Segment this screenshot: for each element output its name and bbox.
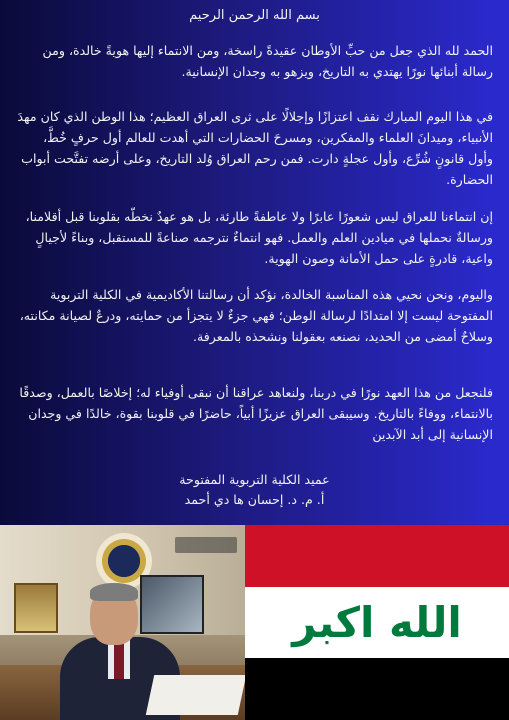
person-hair <box>90 583 138 601</box>
paragraph-3: إن انتماءنا للعراق ليس شعورًا عابرًا ولا عاطفةً طارئة، بل هو عهدٌ نخطّه بقلوبنا قبل أقلامنا، ورسالةٌ نحملها في ميادين العلم والعمل. فهو انتماءٌ نترجمه صناعةً للمستقبل، وبناءً لأجيالٍ واعية، قادرةٍ على حمل الأمانة وصون الهوية. <box>25 209 493 266</box>
wall-frame <box>14 583 58 633</box>
college-logo-text <box>175 537 237 553</box>
basmala: بسم الله الرحمن الرحيم <box>189 8 320 23</box>
papers <box>146 675 245 715</box>
bottom-images <box>0 525 509 720</box>
tie <box>114 643 124 679</box>
monitor <box>140 575 204 634</box>
paragraph-1: الحمد لله الذي جعل من حبِّ الأوطان عقيدةً راسخة، ومن الانتماء إليها هويةً خالدة، ومن رسالة أبنائها نورًا يهتدي به التاريخ، ويزهو به وجدان الإنسانية. <box>42 43 493 79</box>
flag-inscription: الله اكبر <box>292 598 462 647</box>
signature-title: عميد الكلية التربوية المفتوحة <box>179 472 330 487</box>
paragraph-2: في هذا اليوم المبارك نقف اعتزازًا وإجلالًا على ثرى العراق العظيم؛ هذا الوطن الذي كان مهدَ الأنبياء، وميدانَ العلماء والمفكرين، ومسرحَ الحضارات التي أهدت للعالم أول حرفٍ خُطَّ، وأول قانونٍ شُرِّع، وأول عجلةٍ دارت. فمن رحم العراق وُلد التاريخ، وعلى أرضه تفتَّحت أبواب الحضارة. <box>17 109 493 187</box>
paragraph-4: واليوم، ونحن نحيي هذه المناسبة الخالدة، نؤكد أن رسالتنا الأكاديمية في الكلية التربوية المفتوحة ليست إلا امتدادًا لرسالة الوطن؛ فهي جزءٌ لا يتجزأ من حمايته، ودرعٌ لصيانة مكانته، وسلاحٌ أمضى من الحديد، نصنعه بعقولنا ونشحذه بالمعرفة. <box>19 287 493 344</box>
dean-photo <box>0 525 245 720</box>
signature-name: أ. م. د. إحسان ها دي أحمد <box>184 492 325 507</box>
signature <box>0 470 509 510</box>
flag-black-stripe <box>245 658 509 720</box>
flag-red-stripe <box>245 525 509 587</box>
iraq-flag <box>245 525 509 720</box>
paragraph-5: فلنجعل من هذا العهد نورًا في دربنا، ولنعاهد عراقنا أن نبقى أوفياء له؛ إخلاصًا بالعمل، وصدقًا بالانتماء، ووفاءً بالتاريخ. وسيبقى العراق عزيزًا أبياً، حاضرًا في قلوبنا بقوة، خالدًا في وجدان الإنسانية إلى أبد الآبدين <box>19 385 493 442</box>
